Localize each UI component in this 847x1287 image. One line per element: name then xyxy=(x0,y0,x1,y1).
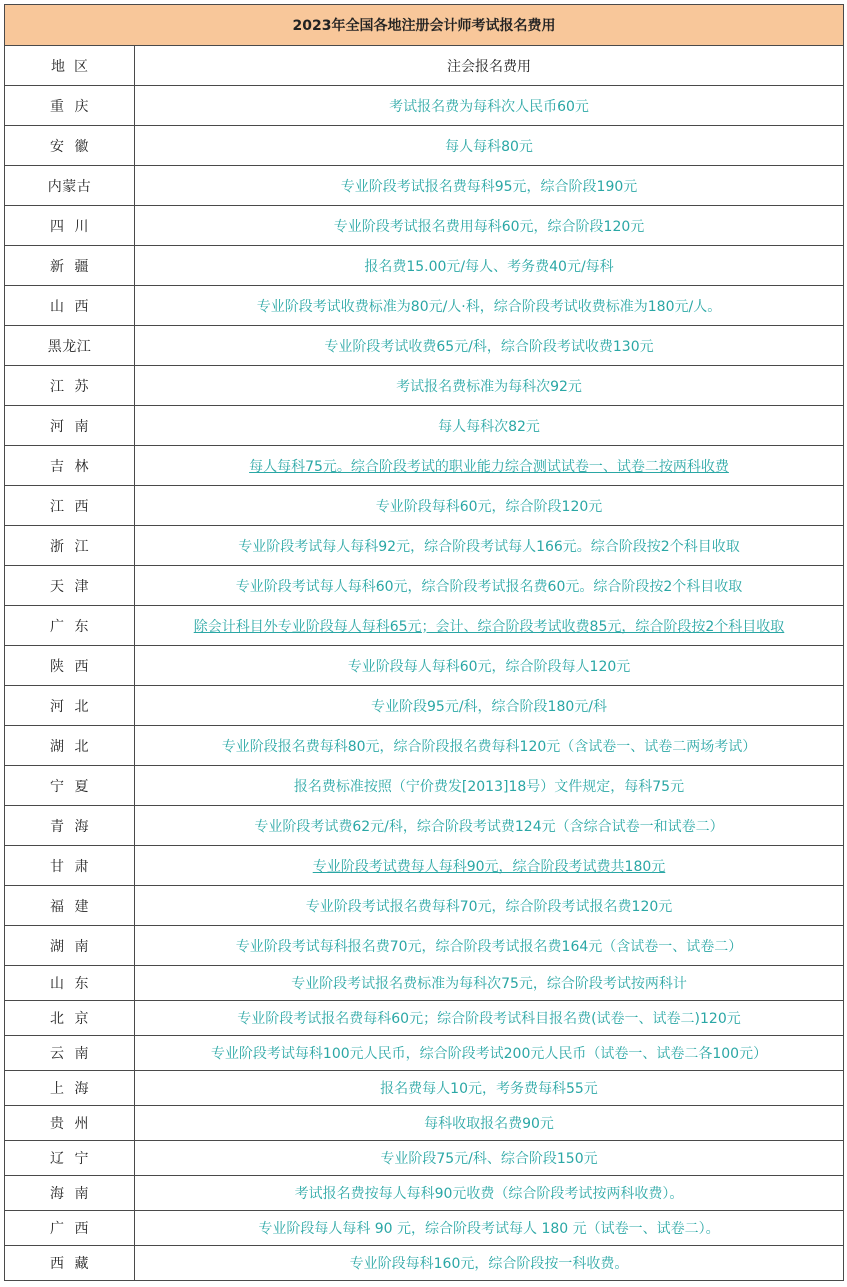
region-cell: 辽 宁 xyxy=(5,1141,135,1176)
region-cell: 广 西 xyxy=(5,1211,135,1246)
fee-cell: 专业阶段考试报名费每科60元；综合阶段考试科目报名费(试卷一、试卷二)120元 xyxy=(135,1001,844,1036)
fee-cell: 考试报名费为每科次人民币60元 xyxy=(135,86,844,126)
region-cell: 黑龙江 xyxy=(5,326,135,366)
table-row xyxy=(5,1211,844,1246)
table-row xyxy=(5,126,844,166)
table-row xyxy=(5,926,844,966)
fee-cell: 专业阶段考试每人每科60元，综合阶段考试报名费60元。综合阶段按2个科目收取 xyxy=(135,566,844,606)
table-row xyxy=(5,246,844,286)
region-cell: 四 川 xyxy=(5,206,135,246)
table-row xyxy=(5,1176,844,1211)
region-cell: 青 海 xyxy=(5,806,135,846)
table-row xyxy=(5,366,844,406)
region-cell: 河 南 xyxy=(5,406,135,446)
fee-cell: 专业阶段75元/科、综合阶段150元 xyxy=(135,1141,844,1176)
region-cell: 内蒙古 xyxy=(5,166,135,206)
table-row xyxy=(5,1001,844,1036)
table-row xyxy=(5,166,844,206)
table-title: 2023年全国各地注册会计师考试报名费用 xyxy=(5,5,844,46)
region-cell: 云 南 xyxy=(5,1036,135,1071)
fee-cell: 专业阶段考试报名费每科95元，综合阶段190元 xyxy=(135,166,844,206)
region-cell: 重 庆 xyxy=(5,86,135,126)
fee-link[interactable]: 每人每科75元。综合阶段考试的职业能力综合测试试卷一、试卷二按两科收费 xyxy=(135,446,844,486)
table-row xyxy=(5,326,844,366)
region-cell: 宁 夏 xyxy=(5,766,135,806)
region-cell: 福 建 xyxy=(5,886,135,926)
fee-cell: 专业阶段考试报名费用每科60元，综合阶段120元 xyxy=(135,206,844,246)
fee-cell: 报名费每人10元，考务费每科55元 xyxy=(135,1071,844,1106)
region-cell: 广 东 xyxy=(5,606,135,646)
table-row xyxy=(5,206,844,246)
table-row xyxy=(5,1071,844,1106)
table-row xyxy=(5,526,844,566)
fee-link[interactable]: 除会计科目外专业阶段每人每科65元；会计、综合阶段考试收费85元，综合阶段按2个科目收取 xyxy=(135,606,844,646)
fee-cell: 专业阶段每科160元，综合阶段按一科收费。 xyxy=(135,1246,844,1281)
table-row xyxy=(5,286,844,326)
table-row xyxy=(5,1246,844,1281)
region-cell: 湖 南 xyxy=(5,926,135,966)
table-row xyxy=(5,606,844,646)
region-cell: 北 京 xyxy=(5,1001,135,1036)
fee-cell: 每人每科80元 xyxy=(135,126,844,166)
region-cell: 安 徽 xyxy=(5,126,135,166)
fee-cell: 专业阶段每人每科60元，综合阶段每人120元 xyxy=(135,646,844,686)
region-cell: 新 疆 xyxy=(5,246,135,286)
fee-cell: 专业阶段考试每科100元人民币，综合阶段考试200元人民币（试卷一、试卷二各100元） xyxy=(135,1036,844,1071)
fee-cell: 每科收取报名费90元 xyxy=(135,1106,844,1141)
region-cell: 浙 江 xyxy=(5,526,135,566)
fee-cell: 专业阶段考试报名费标准为每科次75元，综合阶段考试按两科计 xyxy=(135,966,844,1001)
fee-cell: 报名费15.00元/每人、考务费40元/每科 xyxy=(135,246,844,286)
table-row xyxy=(5,686,844,726)
fee-cell: 专业阶段每科60元，综合阶段120元 xyxy=(135,486,844,526)
region-cell: 天 津 xyxy=(5,566,135,606)
fee-cell: 专业阶段报名费每科80元，综合阶段报名费每科120元（含试卷一、试卷二两场考试） xyxy=(135,726,844,766)
fee-cell: 专业阶段考试收费标准为80元/人·科，综合阶段考试收费标准为180元/人。 xyxy=(135,286,844,326)
fee-cell: 专业阶段每人每科 90 元，综合阶段考试每人 180 元（试卷一、试卷二）。 xyxy=(135,1211,844,1246)
table-row xyxy=(5,566,844,606)
fee-cell: 专业阶段考试每人每科92元，综合阶段考试每人166元。综合阶段按2个科目收取 xyxy=(135,526,844,566)
fee-cell: 专业阶段考试每科报名费70元，综合阶段考试报名费164元（含试卷一、试卷二） xyxy=(135,926,844,966)
fee-link[interactable]: 专业阶段考试费每人每科90元，综合阶段考试费共180元 xyxy=(135,846,844,886)
region-cell: 河 北 xyxy=(5,686,135,726)
table-row xyxy=(5,86,844,126)
region-cell: 江 苏 xyxy=(5,366,135,406)
fee-cell: 专业阶段考试费62元/科，综合阶段考试费124元（含综合试卷一和试卷二） xyxy=(135,806,844,846)
region-cell: 上 海 xyxy=(5,1071,135,1106)
region-cell: 江 西 xyxy=(5,486,135,526)
table-row xyxy=(5,406,844,446)
header-region: 地 区 xyxy=(5,46,135,86)
table-row xyxy=(5,966,844,1001)
region-cell: 贵 州 xyxy=(5,1106,135,1141)
fee-cell: 考试报名费按每人每科90元收费（综合阶段考试按两科收费）。 xyxy=(135,1176,844,1211)
fee-cell: 专业阶段95元/科，综合阶段180元/科 xyxy=(135,686,844,726)
table-row xyxy=(5,766,844,806)
title-row xyxy=(5,5,844,46)
table-row xyxy=(5,646,844,686)
region-cell: 海 南 xyxy=(5,1176,135,1211)
region-cell: 湖 北 xyxy=(5,726,135,766)
fee-cell: 专业阶段考试报名费每科70元，综合阶段考试报名费120元 xyxy=(135,886,844,926)
region-cell: 陕 西 xyxy=(5,646,135,686)
table-row xyxy=(5,806,844,846)
table-row xyxy=(5,726,844,766)
table-row xyxy=(5,446,844,486)
fee-cell: 每人每科次82元 xyxy=(135,406,844,446)
header-row xyxy=(5,46,844,86)
fee-cell: 专业阶段考试收费65元/科，综合阶段考试收费130元 xyxy=(135,326,844,366)
table-row xyxy=(5,886,844,926)
region-cell: 山 西 xyxy=(5,286,135,326)
region-cell: 山 东 xyxy=(5,966,135,1001)
fee-table xyxy=(4,4,844,1281)
table-row xyxy=(5,486,844,526)
table-row xyxy=(5,846,844,886)
region-cell: 吉 林 xyxy=(5,446,135,486)
table-row xyxy=(5,1141,844,1176)
region-cell: 甘 肃 xyxy=(5,846,135,886)
table-row xyxy=(5,1106,844,1141)
fee-cell: 报名费标准按照（宁价费发[2013]18号）文件规定，每科75元 xyxy=(135,766,844,806)
table-row xyxy=(5,1036,844,1071)
region-cell: 西 藏 xyxy=(5,1246,135,1281)
header-fee: 注会报名费用 xyxy=(135,46,844,86)
fee-cell: 考试报名费标准为每科次92元 xyxy=(135,366,844,406)
